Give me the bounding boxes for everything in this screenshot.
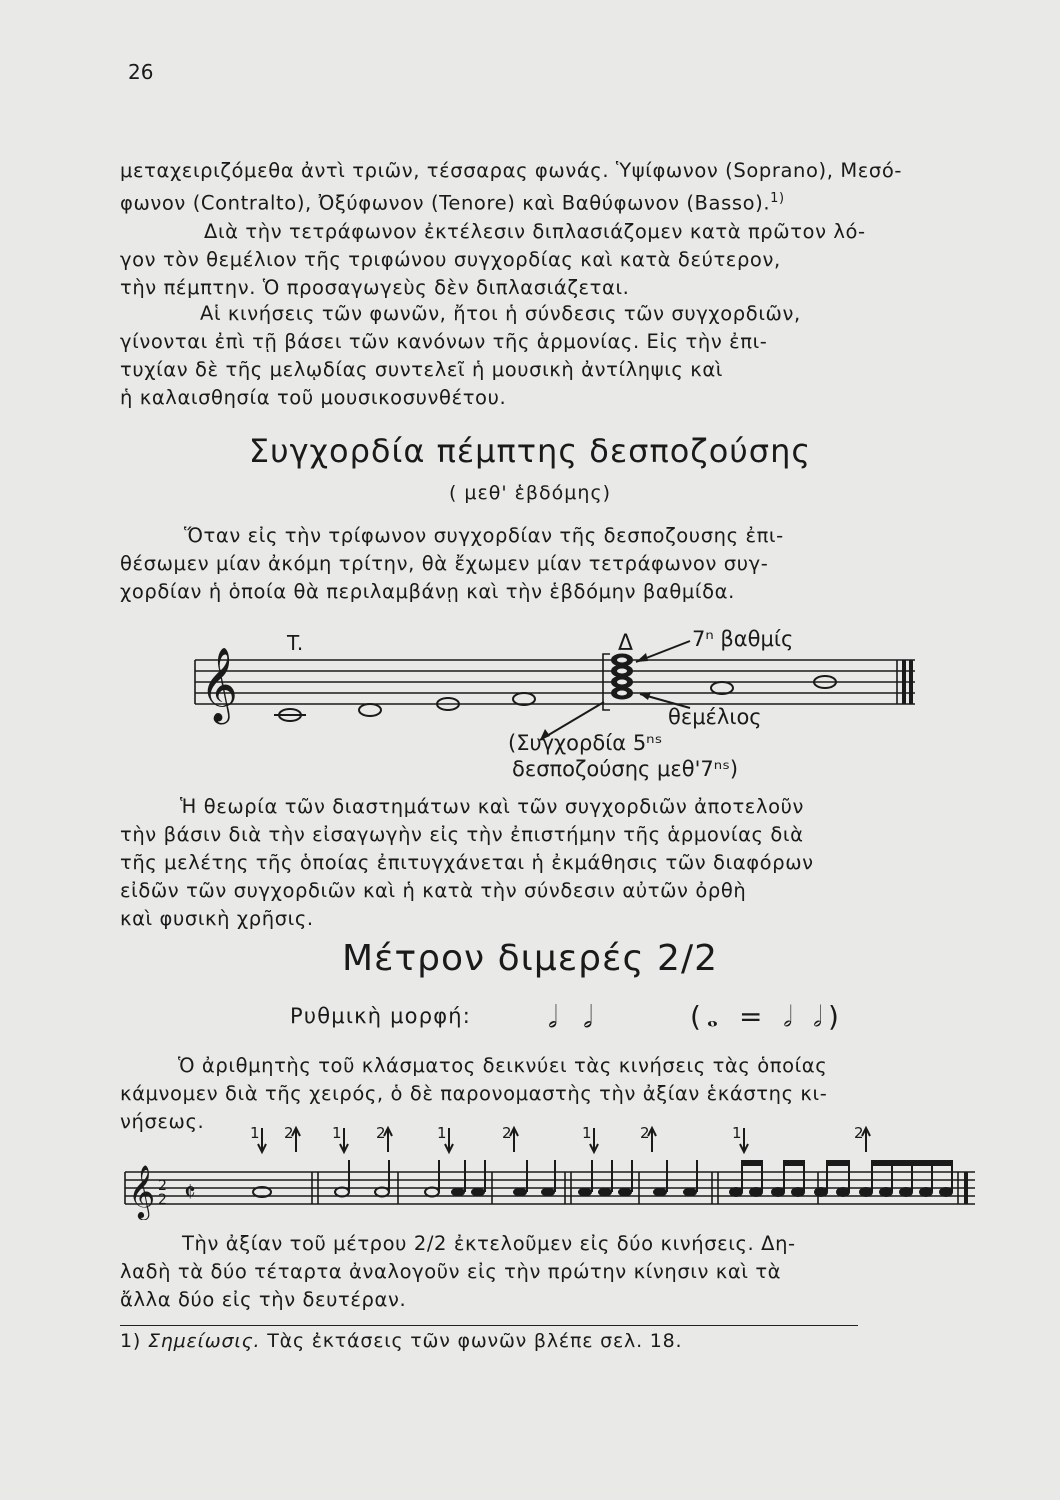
beat-number: 1 bbox=[732, 1124, 742, 1142]
note-beam bbox=[784, 1161, 804, 1165]
cut-time-icon: 𝄵 bbox=[184, 1178, 196, 1208]
footnote bbox=[120, 1330, 682, 1352]
seventh-degree-annotation: 7ⁿ βαθμίς bbox=[692, 627, 794, 651]
eighth-note bbox=[940, 1188, 952, 1196]
beat-number: 2 bbox=[502, 1124, 512, 1142]
eighth-note bbox=[920, 1188, 932, 1196]
beat-number: 2 bbox=[640, 1124, 650, 1142]
quarter-note bbox=[653, 1188, 667, 1197]
text-line: κάμνομεν διὰ τῆς χειρός, ὁ δὲ παρονομαστὴς τὴν ἀξίαν ἑκάστης κι- bbox=[120, 1082, 828, 1105]
paragraph-theory bbox=[120, 793, 975, 933]
beat-number: 2 bbox=[284, 1124, 294, 1142]
rhythmic-form-label: Ρυθμικὴ μορφή: bbox=[290, 1004, 472, 1028]
treble-clef-icon: 𝄞 bbox=[128, 1164, 156, 1218]
dominant-label: Δ bbox=[618, 631, 634, 656]
text-line: χορδίαν ἡ ὁποία θὰ περιλαμβάνῃ καὶ τὴν ἑβδόμην βαθμίδα. bbox=[120, 580, 735, 603]
half-note bbox=[425, 1188, 439, 1197]
quarter-note bbox=[451, 1188, 465, 1197]
section-heading-dominant-seventh: Συγχορδία πέμπτης δεσποζούσης bbox=[248, 432, 812, 470]
footnote-divider bbox=[120, 1325, 858, 1326]
beat-number: 1 bbox=[250, 1124, 260, 1142]
text-line: Διὰ τὴν τετράφωνον ἐκτέλεσιν διπλασιάζομεν κατὰ πρῶτον λό- bbox=[204, 219, 866, 243]
treble-clef-icon: 𝄞 bbox=[200, 648, 238, 722]
eighth-note bbox=[837, 1188, 849, 1196]
eighth-note bbox=[792, 1188, 804, 1196]
half-notes-icon: 𝅗𝅥 𝅗𝅥 bbox=[548, 1000, 601, 1035]
quarter-note bbox=[513, 1188, 527, 1197]
time-signature-icon: 2 bbox=[158, 1178, 167, 1194]
paragraph-voice-motion bbox=[120, 300, 975, 412]
beat-number: 1 bbox=[437, 1124, 447, 1142]
quarter-note bbox=[598, 1188, 612, 1197]
eighth-note bbox=[730, 1188, 742, 1196]
chord-annotation-line1: (Συγχορδία 5ⁿˢ bbox=[508, 731, 663, 755]
eighth-note bbox=[860, 1188, 872, 1196]
text-line: γίνονται ἐπὶ τῇ βάσει τῶν κανόνων τῆς ἁρμονίας. Εἰς τὴν ἐπι- bbox=[120, 330, 768, 353]
time-signature-icon: 2 bbox=[158, 1192, 167, 1208]
beat-number: 2 bbox=[376, 1124, 386, 1142]
note-beam bbox=[742, 1161, 762, 1165]
beat-number: 2 bbox=[854, 1124, 864, 1142]
text-line: ἄλλα δύο εἰς τὴν δευτέραν. bbox=[120, 1288, 407, 1311]
music-staff-duple-meter bbox=[0, 1120, 1060, 1220]
text-line: τῆς μελέτης τῆς ὁποίας ἐπιτυγχάνεται ἡ ἐκμάθησις τῶν διαφόρων bbox=[120, 851, 814, 874]
paragraph-duple-execution bbox=[120, 1230, 975, 1314]
text-line: ἡ καλαισθησία τοῦ μουσικοσυνθέτου. bbox=[120, 386, 507, 409]
whole-note bbox=[359, 704, 381, 716]
half-note bbox=[375, 1188, 389, 1197]
footnote-reference: 1) bbox=[770, 191, 785, 206]
text-line: Ὁ ἀριθμητὴς τοῦ κλάσματος δεικνύει τὰς κινήσεις τὰς ὁποίας bbox=[178, 1054, 828, 1077]
text-line: τυχίαν δὲ τῆς μελῳδίας συντελεῖ ἡ μουσικὴ ἀντίληψις καὶ bbox=[120, 358, 723, 381]
quarter-note bbox=[578, 1188, 592, 1197]
note-beam bbox=[872, 1161, 952, 1165]
chord-annotation-line2: δεσποζούσης μεθ'7ⁿˢ) bbox=[512, 757, 739, 781]
text-line bbox=[120, 185, 975, 218]
footnote-number: 1) bbox=[120, 1330, 142, 1352]
text-line: λαδὴ τὰ δύο τέταρτα ἀναλογοῦν εἰς τὴν πρώτην κίνησιν καὶ τὰ bbox=[120, 1260, 782, 1283]
text-line: Ὅταν εἰς τὴν τρίφωνον συγχορδίαν τῆς δεσποζουσης ἐπι- bbox=[184, 524, 784, 547]
paragraph-voices bbox=[120, 157, 975, 302]
text-line: εἰδῶν τῶν συγχορδιῶν καὶ ἡ κατὰ τὴν σύνδεσιν αὐτῶν ὀρθὴ bbox=[120, 879, 747, 902]
beat-number: 1 bbox=[332, 1124, 342, 1142]
quarter-note bbox=[683, 1188, 697, 1197]
note-beam bbox=[827, 1161, 849, 1165]
quarter-note bbox=[618, 1188, 632, 1197]
text-line: τὴν πέμπτην. Ὁ προσαγωγεὺς δὲν διπλασιάζεται. bbox=[120, 275, 630, 299]
text-line: Αἱ κινήσεις τῶν φωνῶν, ἤτοι ἡ σύνδεσις τῶν συγχορδιῶν, bbox=[200, 302, 801, 325]
text-line: νήσεως. bbox=[120, 1110, 205, 1133]
note-equation: (𝅝 = 𝅗𝅥 𝅗𝅥) bbox=[690, 1000, 845, 1033]
eighth-note bbox=[815, 1188, 827, 1196]
page-number: 26 bbox=[128, 60, 154, 84]
text-line: γον τὸν θεμέλιον τῆς τριφώνου συγχορδίας καὶ κατὰ δεύτερον, bbox=[120, 247, 781, 271]
eighth-note bbox=[772, 1188, 784, 1196]
text-line: μεταχειριζόμεθα ἀντὶ τριῶν, τέσσαρας φωνάς. Ὑψίφωνον (Soprano), Μεσό- bbox=[120, 159, 903, 182]
half-note bbox=[335, 1188, 349, 1197]
root-annotation: θεμέλιος bbox=[668, 705, 762, 729]
footnote-label: Σημείωσις. bbox=[147, 1330, 261, 1352]
tonic-label: T. bbox=[287, 631, 304, 655]
music-staff-dominant-seventh bbox=[0, 620, 1060, 790]
text-line: θέσωμεν μίαν ἀκόμη τρίτην, θὰ ἔχωμεν μίαν τετράφωνον συγ- bbox=[120, 552, 769, 575]
section-subheading: ( μεθ' ἑβδόμης) bbox=[448, 482, 612, 504]
text-line: καὶ φυσικὴ χρῆσις. bbox=[120, 907, 314, 930]
footnote-text: Τὰς ἐκτάσεις τῶν φωνῶν βλέπε σελ. 18. bbox=[267, 1330, 683, 1352]
text-line-content: φωνον (Contralto), Ὀξύφωνον (Tenore) καὶ Βαθύφωνον (Basso). bbox=[120, 191, 771, 215]
eighth-note bbox=[900, 1188, 912, 1196]
text-line: Ἡ θεωρία τῶν διαστημάτων καὶ τῶν συγχορδιῶν ἀποτελοῦν bbox=[180, 795, 804, 818]
beat-number: 1 bbox=[582, 1124, 592, 1142]
quarter-note bbox=[471, 1188, 485, 1197]
eighth-note bbox=[750, 1188, 762, 1196]
text-line: τὴν βάσιν διὰ τὴν εἰσαγωγὴν εἰς τὴν ἐπιστήμην τῆς ἁρμονίας διὰ bbox=[120, 823, 804, 846]
section-heading-duple-meter: Μέτρον διμερές 2/2 bbox=[341, 938, 718, 979]
quarter-note bbox=[541, 1188, 555, 1197]
eighth-note bbox=[880, 1188, 892, 1196]
text-line: Τὴν ἀξίαν τοῦ μέτρου 2/2 ἐκτελοῦμεν εἰς δύο κινήσεις. Δη- bbox=[182, 1232, 796, 1255]
paragraph-seventh-chord bbox=[120, 522, 975, 606]
